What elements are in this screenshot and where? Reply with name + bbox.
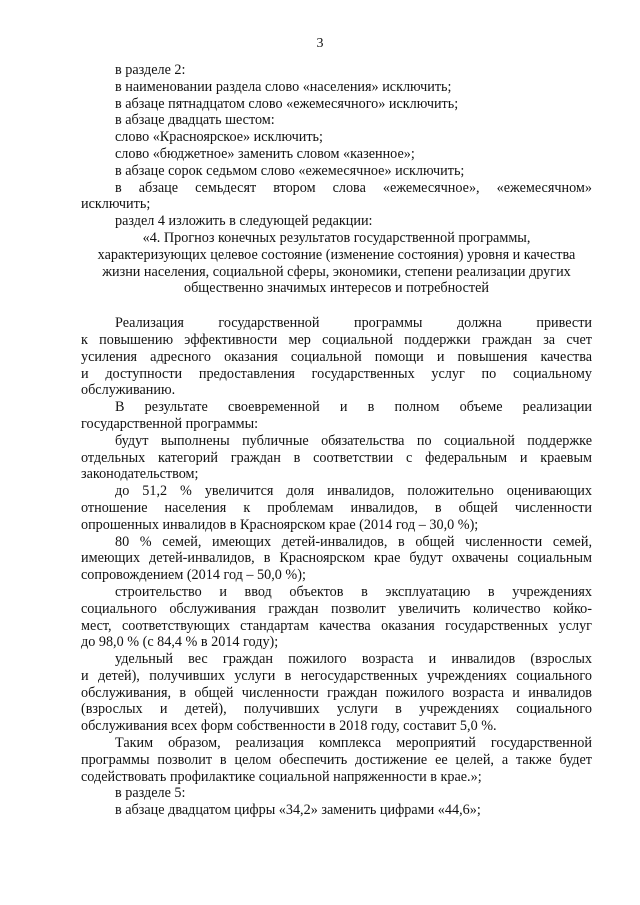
text-line: до 98,0 % (с 84,4 % в 2014 году); [81, 634, 279, 651]
text-line: социального обслуживания граждан позволит увеличить количество койко- [81, 600, 592, 617]
text-line: законодательством; [81, 466, 199, 483]
text-line: будут выполнены публичные обязательства по социальной поддержке [115, 432, 592, 449]
text-line: слово «бюджетное» заменить словом «казенное»; [115, 145, 415, 162]
text-line: в разделе 5: [115, 785, 186, 802]
text-line: строительство и ввод объектов в эксплуатацию в учреждениях [115, 583, 592, 600]
text-line: «4. Прогноз конечных результатов государственной программы, [142, 229, 531, 246]
text-line: к повышению эффективности мер социальной поддержки граждан за счет [81, 331, 592, 348]
text-line: Реализация государственной программы должна привести [115, 315, 592, 332]
text-line: 80 % семей, имеющих детей-инвалидов, в общей численности семей, [115, 533, 592, 550]
page-number: 3 [316, 36, 324, 51]
text-line: и детей), получивших услуги в негосударственных учреждениях социального [81, 667, 592, 684]
text-line: программы позволит в целом обеспечить достижение ее целей, а также будет [81, 751, 592, 768]
text-line: характеризующих целевое состояние (изменение состояния) уровня и качества [97, 246, 576, 263]
text-line: отношение населения к проблемам инвалидов, в общей численности [81, 499, 592, 516]
text-line: в разделе 2: [115, 62, 186, 78]
text-line: опрошенных инвалидов в Красноярском крае (2014 год – 30,0 %); [81, 516, 479, 533]
text-line: исключить; [81, 196, 151, 213]
text-line: усиления адресного оказания социальной помощи и повышения качества [81, 348, 592, 365]
document-body [81, 62, 592, 819]
text-line: в абзаце семьдесят втором слова «ежемесячное», «ежемесячном» [115, 179, 592, 196]
text-line: обслуживанию. [81, 382, 176, 399]
text-line: раздел 4 изложить в следующей редакции: [115, 213, 373, 230]
text-line: общественно значимых интересов и потребностей [183, 280, 490, 297]
text-line: в абзаце двадцатом цифры «34,2» заменить цифрами «44,6»; [115, 802, 481, 819]
text-line: отдельных категорий граждан в соответствии с федеральным и краевым [81, 449, 592, 466]
text-line: мест, соответствующих стандартам качества оказания государственных услуг [81, 617, 592, 634]
text-line: В результате своевременной и в полном объеме реализации [115, 399, 592, 416]
text-line: в абзаце двадцать шестом: [115, 112, 275, 129]
text-line: обслуживания всех форм собственности в 2018 году, составит 5,0 %. [81, 718, 497, 735]
text-line: государственной программы: [81, 415, 259, 432]
paragraph-gap [81, 297, 592, 315]
text-line: жизни населения, социальной сферы, экономики, степени реализации других [102, 263, 571, 280]
text-line: в абзаце пятнадцатом слово «ежемесячного» исключить; [115, 95, 459, 112]
text-line: удельный вес граждан пожилого возраста и инвалидов (взрослых [115, 651, 592, 668]
text-line: слово «Красноярское» исключить; [115, 129, 323, 146]
text-line: имеющих детей-инвалидов, в Красноярском крае будут охвачены социальным [81, 550, 592, 567]
text-line: обслуживания, в общей численности граждан пожилого возраста и инвалидов [81, 684, 592, 701]
text-line: (взрослых и детей), получивших услуги в учреждениях социального [81, 701, 592, 718]
text-line: в наименовании раздела слово «населения» исключить; [115, 78, 452, 95]
text-line: Таким образом, реализация комплекса мероприятий государственной [115, 735, 592, 752]
text-line: до 51,2 % увеличится доля инвалидов, положительно оценивающих [115, 483, 592, 500]
text-line: и доступности предоставления государственных услуг по социальному [81, 365, 592, 382]
text-line: в абзаце сорок седьмом слово «ежемесячное» исключить; [115, 162, 465, 179]
text-line: содействовать профилактике социальной напряженности в крае.»; [81, 768, 482, 785]
text-line: сопровождением (2014 год – 50,0 %); [81, 567, 306, 584]
